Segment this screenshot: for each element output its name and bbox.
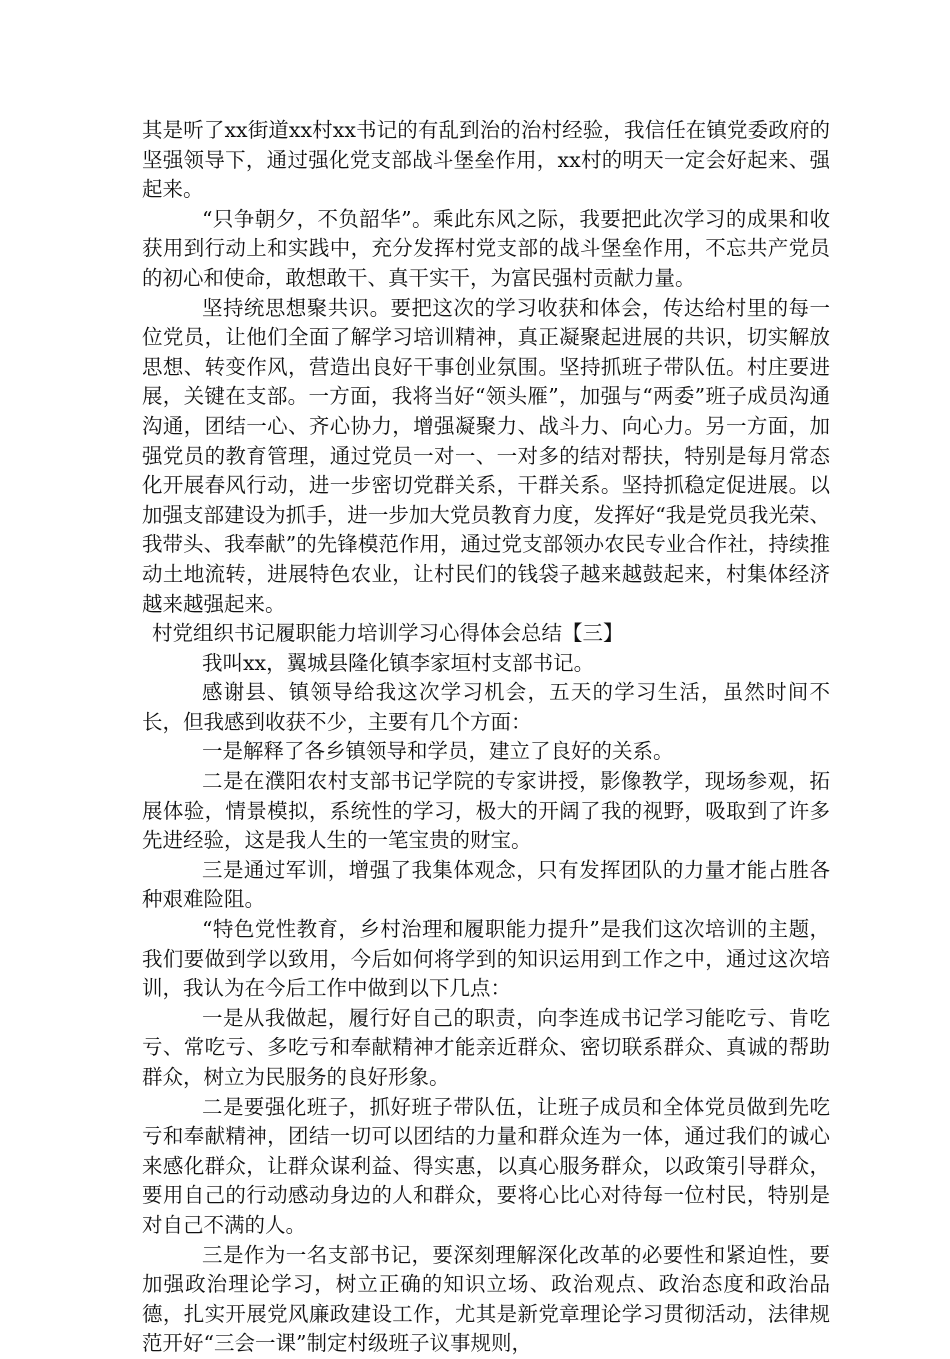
paragraph-5: 我叫xx，翼城县隆化镇李家垣村支部书记。	[202, 650, 595, 675]
paragraph-9: 三是通过军训，增强了我集体观念，只有发挥团队的力量才能占胜各种艰难险阻。	[142, 857, 830, 912]
paragraph-1: 其是听了xx街道xx村xx书记的有乱到治的治村经验，我信任在镇党委政府的坚强领导下，通过强化党支部战斗堡垒作用，xx村的明天一定会好起来、强起来。	[142, 118, 830, 202]
document-body	[142, 116, 830, 1359]
paragraph-11: 一是从我做起，履行好自己的职责，向李连成书记学习能吃亏、肯吃亏、常吃亏、多吃亏和奉献精神才能亲近群众、密切联系群众、真诚的帮助群众，树立为民服务的良好形象。	[142, 1005, 830, 1089]
paragraph-10: “特色党性教育，乡村治理和履职能力提升”是我们这次培训的主题，我们要做到学以致用，今后如何将学到的知识运用到工作之中，通过这次培训，我认为在今后工作中做到以下几点：	[142, 917, 830, 1001]
paragraph-6: 感谢县、镇领导给我这次学习机会，五天的学习生活，虽然时间不长，但我感到收获不少，主要有几个方面：	[142, 680, 830, 734]
paragraph-12: 二是要强化班子，抓好班子带队伍，让班子成员和全体党员做到先吃亏和奉献精神，团结一切可以团结的力量和群众连为一体，通过我们的诚心来感化群众，让群众谋利益、得实惠，以真心服务群众，以政策引导群众，要用自己的行动感动身边的人和群众，要将心比心对待每一位村民，特别是对自己不满的人。	[142, 1094, 830, 1237]
paragraph-13: 三是作为一名支部书记，要深刻理解深化改革的必要性和紧迫性，要加强政治理论学习，树立正确的知识立场、政治观点、政治态度和政治品德，扎实开展党风廉政建设工作，尤其是新党章理论学习贯彻活动，法律规范开好“三会一课”制定村级班子议事规则，	[142, 1242, 830, 1356]
paragraph-7: 一是解释了各乡镇领导和学员，建立了良好的关系。	[202, 739, 674, 764]
paragraph-8: 二是在濮阳农村支部书记学院的专家讲授，影像教学，现场参观，拓展体验，情景模拟，系统性的学习，极大的开阔了我的视野，吸取到了许多先进经验，这是我人生的一笔宝贵的财宝。	[142, 769, 830, 853]
section-heading: 村党组织书记履职能力培训学习心得体会总结【三】	[152, 621, 624, 646]
paragraph-2: “只争朝夕，不负韶华”。乘此东风之际，我要把此次学习的成果和收获用到行动上和实践中，充分发挥村党支部的战斗堡垒作用，不忘共产党员的初心和使命，敢想敢干、真干实干，为富民强村贡献力量。	[142, 206, 830, 290]
paragraph-3: 坚持统思想聚共识。要把这次的学习收获和体会，传达给村里的每一位党员，让他们全面了解学习培训精神，真正凝聚起进展的共识，切实解放思想、转变作风，营造出良好干事创业氛围。坚持抓班子带队伍。村庄要进展，关键在支部。一方面，我将当好“领头雁”，加强与“两委”班子成员沟通沟通，团结一心、齐心协力，增强凝聚力、战斗力、向心力。另一方面，加强党员的教育管理，通过党员一对一、一对多的结对帮扶，特别是每月常态化开展春风行动，进一步密切党群关系，干群关系。坚持抓稳定促进展。以加强支部建设为抓手，进一步加大党员教育力度，发挥好“我是党员我光荣、我带头、我奉献”的先锋模范作用，通过党支部领办农民专业合作社，持续推动土地流转，进展特色农业，让村民们的钱袋子越来越鼓起来，村集体经济越来越强起来。	[142, 295, 830, 616]
